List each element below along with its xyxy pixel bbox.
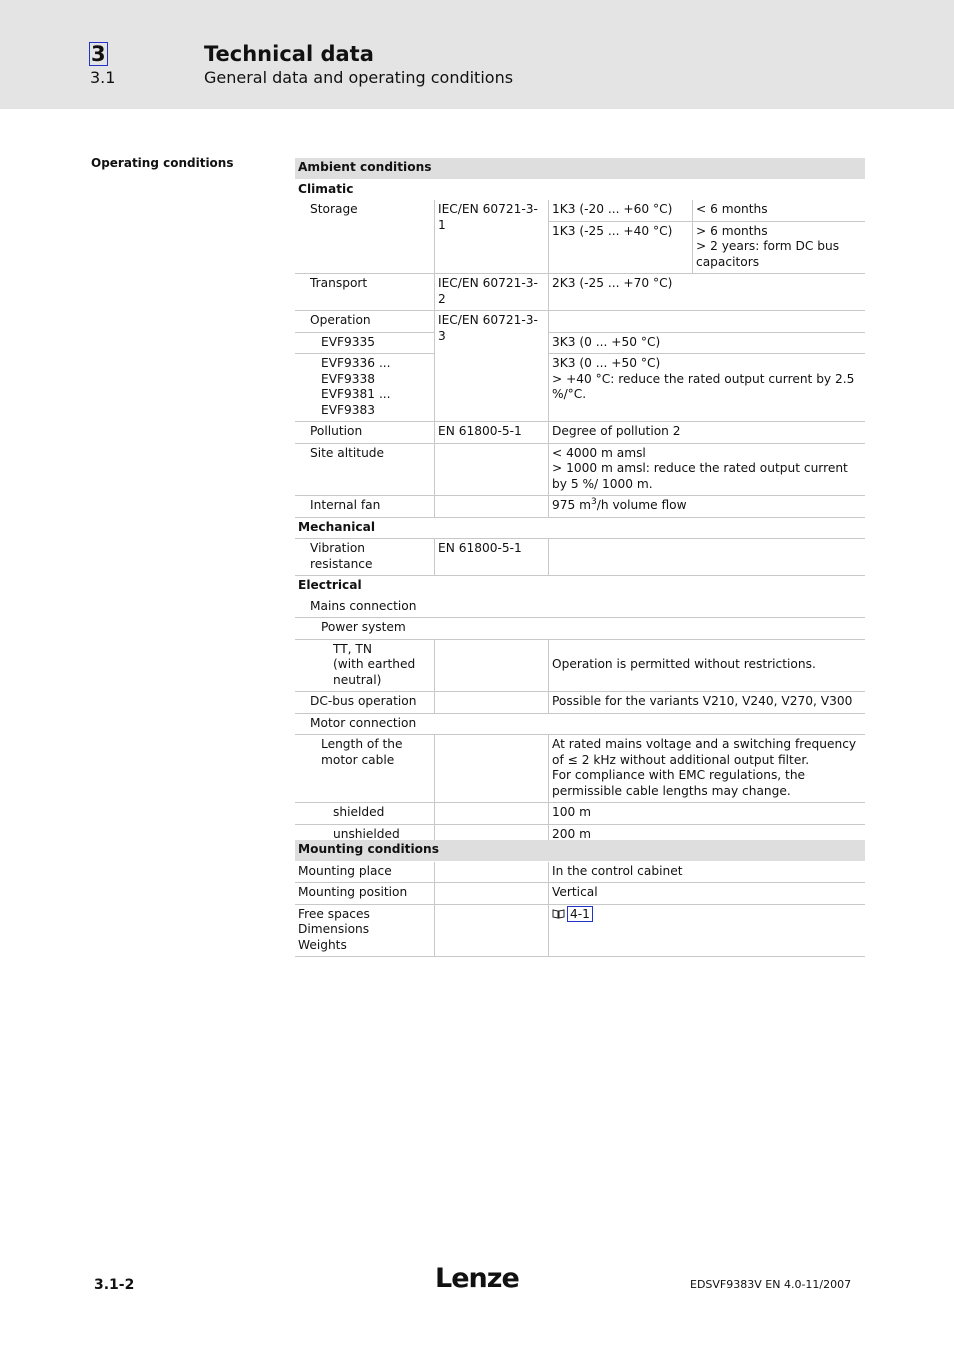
table-row bbox=[295, 640, 865, 693]
storage-note-2b: > 2 years: form DC bus capacitors bbox=[696, 239, 840, 269]
free-spaces-label: Free spaces bbox=[298, 906, 370, 921]
storage-note-2 bbox=[692, 222, 865, 275]
page-number: 3.1-2 bbox=[94, 1277, 135, 1293]
mains-label: Mains connection bbox=[295, 597, 865, 619]
chapter-number-link[interactable]: 3 bbox=[91, 42, 106, 66]
evf9335-class: 3K3 (0 ... +50 °C) bbox=[548, 333, 865, 355]
motor-label: Motor connection bbox=[295, 714, 865, 736]
unshielded-label: unshielded bbox=[295, 825, 434, 847]
document-id: EDSVF9383V EN 4.0-11/2007 bbox=[690, 1278, 852, 1291]
evf-group-value bbox=[548, 354, 865, 422]
shielded-value: 100 m bbox=[548, 803, 865, 825]
ambient-conditions-table bbox=[295, 158, 865, 846]
table-row bbox=[295, 274, 865, 311]
vibration-standard: EN 61800-5-1 bbox=[434, 539, 548, 576]
cable-note-b: For compliance with EMC regulations, the permissible cable lengths may change. bbox=[552, 768, 806, 798]
table-row bbox=[295, 883, 865, 905]
group-row bbox=[295, 180, 865, 201]
table-row bbox=[295, 905, 865, 958]
tt-b: (with earthed neutral) bbox=[333, 657, 416, 687]
cable-length-note bbox=[548, 735, 865, 803]
vibration-value bbox=[548, 539, 865, 576]
table-row bbox=[295, 618, 865, 640]
mounting-misc-label bbox=[295, 905, 434, 958]
storage-label: Storage bbox=[295, 200, 434, 274]
fan-standard bbox=[434, 496, 548, 518]
operation-label: Operation bbox=[295, 311, 434, 333]
table-row bbox=[295, 354, 865, 422]
shielded-label: shielded bbox=[295, 803, 434, 825]
evf-group-label bbox=[295, 354, 434, 422]
electrical-heading: Electrical bbox=[298, 578, 362, 592]
mechanical-heading: Mechanical bbox=[295, 518, 865, 540]
evf-group-a: EVF9336 ... bbox=[321, 356, 391, 370]
table-row bbox=[295, 311, 865, 333]
dcbus-label: DC-bus operation bbox=[295, 692, 434, 714]
mounting-position-standard bbox=[434, 883, 548, 905]
power-system-label: Power system bbox=[295, 618, 865, 640]
weights-label: Weights bbox=[298, 937, 347, 952]
transport-standard: IEC/EN 60721-3-2 bbox=[434, 274, 548, 311]
evf-group-b: EVF9338 bbox=[321, 371, 376, 386]
mounting-place-standard bbox=[434, 862, 548, 884]
mounting-misc-standard bbox=[434, 905, 548, 958]
page-ref-link[interactable]: 4-1 bbox=[567, 906, 593, 922]
table-row bbox=[295, 803, 865, 825]
dcbus-value: Possible for the variants V210, V240, V270, V300 bbox=[548, 692, 865, 714]
storage-class-2: 1K3 (-25 ... +40 °C) bbox=[548, 222, 692, 275]
table-row bbox=[295, 735, 865, 803]
table-row bbox=[295, 539, 865, 576]
table-row bbox=[295, 333, 865, 355]
vibration-label: Vibration resistance bbox=[295, 539, 434, 576]
table-row bbox=[295, 862, 865, 884]
evf-group-note: > +40 °C: reduce the rated output current by 2.5 %/°C. bbox=[552, 371, 855, 401]
altitude-b: > 1000 m amsl: reduce the rated output current by 5 %/ 1000 m. bbox=[552, 461, 848, 491]
table-row bbox=[295, 597, 865, 619]
fan-label: Internal fan bbox=[295, 496, 434, 518]
ambient-title: Ambient conditions bbox=[295, 158, 865, 180]
table-row bbox=[295, 444, 865, 497]
table-header-row bbox=[295, 158, 865, 180]
mounting-title: Mounting conditions bbox=[295, 840, 865, 862]
storage-note-1: < 6 months bbox=[692, 200, 865, 222]
evf9335-label: EVF9335 bbox=[295, 333, 434, 355]
section-number: 3.1 bbox=[90, 68, 116, 87]
pollution-standard: EN 61800-5-1 bbox=[434, 422, 548, 444]
pollution-value: Degree of pollution 2 bbox=[548, 422, 865, 444]
altitude-standard bbox=[434, 444, 548, 497]
fan-value-post: /h volume flow bbox=[596, 498, 687, 512]
side-label: Operating conditions bbox=[91, 156, 234, 170]
fan-value-sup: 3 bbox=[591, 496, 597, 507]
dimensions-label: Dimensions bbox=[298, 922, 370, 936]
operation-standard: IEC/EN 60721-3-3 bbox=[434, 311, 548, 422]
mounting-position-value: Vertical bbox=[548, 883, 865, 905]
cable-length-standard bbox=[434, 735, 548, 803]
evf-group-class: 3K3 (0 ... +50 °C) bbox=[552, 356, 661, 370]
fan-value bbox=[548, 496, 865, 518]
storage-standard: IEC/EN 60721-3-1 bbox=[434, 200, 548, 274]
mounting-misc-value bbox=[548, 905, 865, 958]
table-row bbox=[295, 496, 865, 518]
mounting-position-label: Mounting position bbox=[295, 883, 434, 905]
altitude-label: Site altitude bbox=[295, 444, 434, 497]
unshielded-value: 200 m bbox=[548, 825, 865, 847]
table-row bbox=[295, 692, 865, 714]
cable-length-label: Length of the motor cable bbox=[295, 735, 434, 803]
pollution-label: Pollution bbox=[295, 422, 434, 444]
tt-a: TT, TN bbox=[333, 641, 372, 656]
book-icon bbox=[552, 908, 565, 918]
table-row bbox=[295, 200, 865, 222]
storage-class-1: 1K3 (-20 ... +60 °C) bbox=[548, 200, 692, 222]
table-header-row bbox=[295, 840, 865, 862]
tt-standard bbox=[434, 640, 548, 693]
transport-class: 2K3 (-25 ... +70 °C) bbox=[548, 274, 865, 311]
altitude-a: < 4000 m amsl bbox=[552, 445, 646, 460]
tt-label bbox=[295, 640, 434, 693]
mounting-conditions-table bbox=[295, 840, 865, 957]
mounting-place-label: Mounting place bbox=[295, 862, 434, 884]
evf-group-d: EVF9383 bbox=[321, 402, 376, 417]
cable-note-a: At rated mains voltage and a switching frequency of ≤ 2 kHz without additional output filter. bbox=[552, 737, 857, 767]
operation-empty bbox=[548, 311, 865, 333]
table-row bbox=[295, 714, 865, 736]
evf-group-c: EVF9381 ... bbox=[321, 387, 391, 401]
section-title: General data and operating conditions bbox=[204, 68, 514, 87]
group-row bbox=[295, 576, 865, 597]
tt-value: Operation is permitted without restrictions. bbox=[548, 640, 865, 693]
dcbus-standard bbox=[434, 692, 548, 714]
group-row bbox=[295, 518, 865, 540]
fan-value-pre: 975 m bbox=[552, 498, 592, 512]
climatic-heading: Climatic bbox=[298, 181, 354, 196]
altitude-value bbox=[548, 444, 865, 497]
shielded-standard bbox=[434, 803, 548, 825]
page-header bbox=[0, 0, 954, 109]
lenze-logo: Lenze bbox=[435, 1263, 519, 1294]
transport-label: Transport bbox=[295, 274, 434, 311]
mounting-place-value: In the control cabinet bbox=[548, 862, 865, 884]
storage-note-2a: > 6 months bbox=[696, 223, 768, 238]
chapter-title: Technical data bbox=[204, 42, 374, 66]
table-row bbox=[295, 422, 865, 444]
